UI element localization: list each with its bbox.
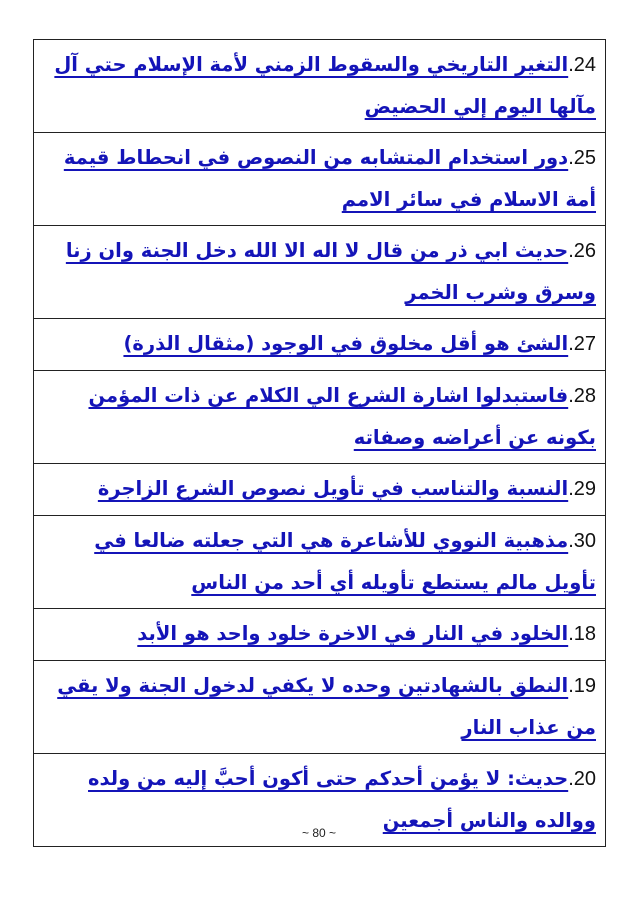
item-number: 25. <box>568 147 596 169</box>
item-text: مذهبية النووي للأشاعرة هي التي جعلته ضالعا في تأويل مالم يستطع تأويله أي أحد من الناس <box>94 529 596 594</box>
topics-table <box>33 39 606 847</box>
item-text: التغير التاريخي والسقوط الزمني لأمة الإسلام حتي آل مآلها اليوم إلي الحضيض <box>54 53 596 118</box>
table-row <box>34 226 606 319</box>
table-row <box>34 40 606 133</box>
item-text: الشئ هو أقل مخلوق في الوجود (مثقال الذرة) <box>123 332 569 355</box>
item-text: حديث: لا يؤمن أحدكم حتى أكون أحبَّ إليه من ولده ووالده والناس أجمعين <box>88 767 596 832</box>
table-row <box>34 464 606 516</box>
item-text: النسبة والتناسب في تأويل نصوص الشرع الزاجرة <box>97 477 569 500</box>
table-row <box>34 661 606 754</box>
table-cell <box>34 133 606 226</box>
table-cell <box>34 609 606 661</box>
table-cell <box>34 464 606 516</box>
item-number: 30. <box>568 530 596 552</box>
table-row <box>34 609 606 661</box>
table-row <box>34 516 606 609</box>
table-cell <box>34 661 606 754</box>
item-text: حديث ابي ذر من قال لا اله الا الله دخل الجنة وان زنا وسرق وشرب الخمر <box>65 239 596 304</box>
table-cell <box>34 40 606 133</box>
table-row <box>34 133 606 226</box>
item-number: 28. <box>568 385 596 407</box>
item-number: 19. <box>568 675 596 697</box>
item-number: 18. <box>568 623 596 645</box>
item-number: 29. <box>568 478 596 500</box>
item-text: النطق بالشهادتين وحده لا يكفي لدخول الجنة ولا يقي من عذاب النار <box>57 674 596 739</box>
table-cell <box>34 371 606 464</box>
item-text: فاستبدلوا اشارة الشرع الي الكلام عن ذات المؤمن بكونه عن أعراضه وصفاته <box>88 384 596 449</box>
table-row <box>34 319 606 371</box>
item-number: 24. <box>568 54 596 76</box>
table-cell <box>34 516 606 609</box>
item-number: 20. <box>568 768 596 790</box>
item-text: الخلود في النار في الاخرة خلود واحد هو الأبد <box>137 622 569 645</box>
item-number: 27. <box>568 333 596 355</box>
page-number: ~ 80 ~ <box>301 826 337 840</box>
item-number: 26. <box>568 240 596 262</box>
table-cell <box>34 319 606 371</box>
table-cell <box>34 226 606 319</box>
item-text: دور استخدام المتشابه من النصوص في انحطاط قيمة أمة الاسلام في سائر الامم <box>63 146 596 211</box>
table-row <box>34 371 606 464</box>
